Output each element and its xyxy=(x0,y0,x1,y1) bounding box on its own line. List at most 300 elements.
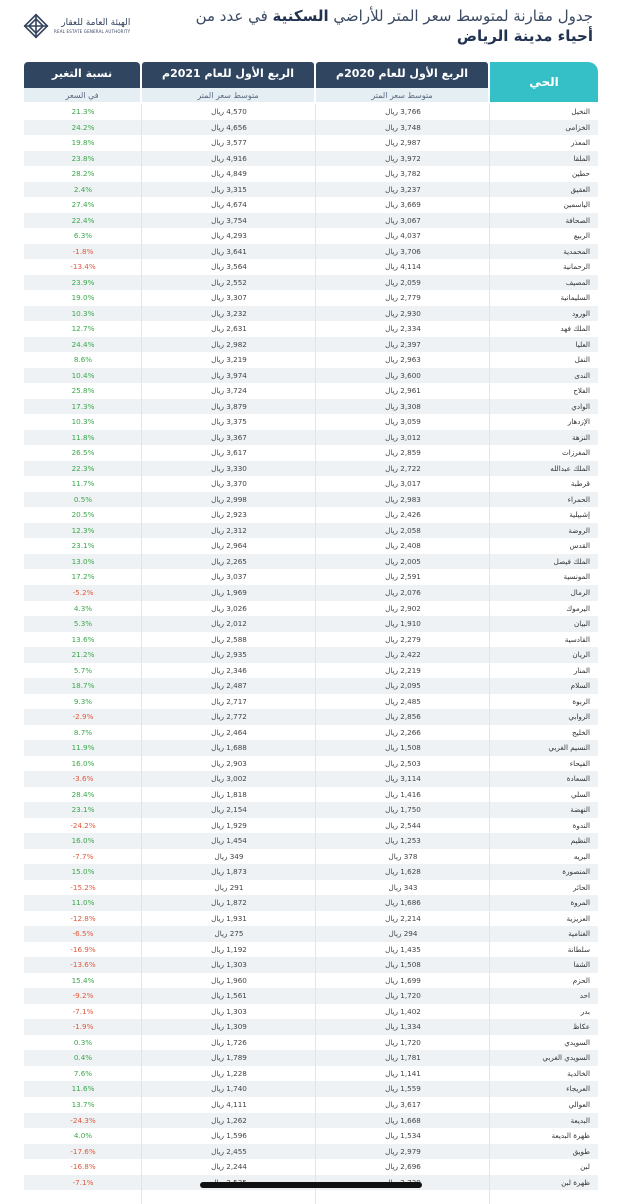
district-name-cell: الخزامى xyxy=(565,122,590,132)
price-2021-cell: 3,879 ريال xyxy=(211,401,247,411)
price-2021-cell: 4,916 ريال xyxy=(211,153,247,163)
district-name-cell: البريه xyxy=(573,851,590,861)
price-2021-cell: 3,330 ريال xyxy=(211,463,247,473)
price-2020-cell: 2,279 ريال xyxy=(385,634,421,644)
rate-cell: 25.8% xyxy=(71,386,95,396)
price-2020-cell: 2,930 ريال xyxy=(385,308,421,318)
price-2020-cell: 4,037 ريال xyxy=(385,231,421,241)
price-2020-cell: 1,781 ريال xyxy=(385,1053,421,1063)
table-row xyxy=(24,166,598,182)
table-row xyxy=(24,864,598,880)
district-name-cell: الصحافة xyxy=(565,215,590,225)
price-2020-cell: 4,114 ريال xyxy=(385,262,421,272)
table-row xyxy=(24,1159,598,1175)
price-2021-cell: 4,111 ريال xyxy=(211,1100,247,1109)
price-2020-cell: 1,559 ريال xyxy=(385,1084,421,1094)
price-2021-cell: 2,346 ريال xyxy=(211,665,247,675)
district-name-cell: حطين xyxy=(572,169,590,179)
district-name-cell: النزهة xyxy=(572,432,590,442)
price-2021-cell: 2,244 ريال xyxy=(211,1162,247,1172)
rate-cell: 7.6% xyxy=(73,1068,93,1078)
header-rate xyxy=(24,62,140,102)
price-2020-cell: 1,910 ريال xyxy=(385,619,421,629)
rate-cell: 11.0% xyxy=(71,898,95,908)
price-2020-cell: 2,059 ريال xyxy=(385,277,421,287)
district-name-cell: السلام xyxy=(570,681,590,691)
table-row xyxy=(24,818,598,834)
price-2020-cell: 1,699 ريال xyxy=(385,975,421,985)
price-2020-cell: 1,508 ريال xyxy=(385,960,421,970)
district-name-cell: المنصورة xyxy=(562,867,590,877)
table-row xyxy=(24,182,598,198)
district-name-cell: الرحمانية xyxy=(563,262,590,272)
rate-cell: 12.7% xyxy=(71,324,95,334)
header-rate-sub: في السعر xyxy=(24,88,140,102)
table-row xyxy=(24,569,598,585)
title-line-2: أحياء مدينة الرياض xyxy=(456,27,593,45)
district-name-cell: الملك عبدالله xyxy=(550,463,590,473)
column-divider xyxy=(489,104,490,1204)
table-row xyxy=(24,151,598,167)
price-2020-cell: 1,141 ريال xyxy=(385,1068,421,1078)
table-row xyxy=(24,771,598,787)
price-2021-cell: 2,312 ريال xyxy=(211,525,247,535)
price-2020-cell: 378 ريال xyxy=(388,851,418,861)
table-row xyxy=(24,1019,598,1035)
price-2020-cell: 294 ريال xyxy=(388,929,418,939)
price-2020-cell: 1,720 ريال xyxy=(385,1037,421,1047)
price-2020-cell: 1,253 ريال xyxy=(385,836,421,846)
price-2020-cell: 2,591 ريال xyxy=(385,572,421,582)
district-name-cell: النهضة xyxy=(570,805,590,815)
rate-cell: 23.8% xyxy=(71,153,95,163)
table-row xyxy=(24,926,598,942)
logo-text xyxy=(54,18,130,35)
title-bold: السكنية xyxy=(272,7,329,25)
table-row xyxy=(24,352,598,368)
price-2020-cell: 3,308 ريال xyxy=(385,401,421,411)
header-rate-label: نسبة التغير xyxy=(51,67,113,80)
district-name-cell: الإزدهار xyxy=(567,417,590,427)
rate-cell: 0.4% xyxy=(73,1053,93,1063)
price-2020-cell: 1,416 ريال xyxy=(385,789,421,799)
price-2021-cell: 291 ريال xyxy=(214,882,244,892)
table-row xyxy=(24,290,598,306)
table-row xyxy=(24,1066,598,1082)
price-2021-cell: 2,552 ريال xyxy=(211,277,247,287)
rate-cell: -16.9% xyxy=(70,944,96,954)
rate-cell: 22.3% xyxy=(71,463,95,473)
price-2021-cell: 1,454 ريال xyxy=(211,836,247,846)
rate-cell: 27.4% xyxy=(71,200,95,210)
rate-cell: 11.9% xyxy=(71,743,95,753)
header-district-label: الحي xyxy=(529,75,559,89)
district-name-cell: سلطانة xyxy=(567,944,590,954)
table-row xyxy=(24,337,598,353)
rate-cell: 13.6% xyxy=(71,634,95,644)
price-2020-cell: 3,067 ريال xyxy=(385,215,421,225)
price-2021-cell: 1,303 ريال xyxy=(211,1006,247,1016)
rate-cell: 11.6% xyxy=(71,1084,95,1094)
price-2020-cell: 1,534 ريال xyxy=(385,1131,421,1141)
price-2021-cell: 3,617 ريال xyxy=(211,448,247,458)
price-2020-cell: 2,722 ريال xyxy=(385,463,421,473)
price-2020-cell: 1,720 ريال xyxy=(385,991,421,1001)
rate-cell: 15.4% xyxy=(71,975,95,985)
district-name-cell: السعادة xyxy=(566,774,590,784)
table-row xyxy=(24,895,598,911)
table-row xyxy=(24,694,598,710)
table-row xyxy=(24,244,598,260)
district-name-cell: قرطبة xyxy=(570,479,590,489)
price-2021-cell: 3,375 ريال xyxy=(211,417,247,427)
logo-english: REAL ESTATE GENERAL AUTHORITY xyxy=(54,28,131,34)
district-name-cell: احد xyxy=(579,991,590,1001)
price-2021-cell: 3,315 ريال xyxy=(211,184,247,194)
price-2021-cell: 4,674 ريال xyxy=(211,200,247,210)
district-name-cell: الحزم xyxy=(572,975,590,985)
table-row xyxy=(24,554,598,570)
district-name-cell: بدر xyxy=(580,1006,590,1016)
rate-cell: 12.3% xyxy=(71,525,95,535)
price-2021-cell: 2,964 ريال xyxy=(211,541,247,551)
district-name-cell: المنار xyxy=(573,665,590,675)
table-row xyxy=(24,1081,598,1097)
price-2021-cell: 1,969 ريال xyxy=(211,587,247,597)
district-name-cell: الملك فيصل xyxy=(553,556,590,566)
rate-cell: 24.4% xyxy=(71,339,95,349)
price-2020-cell: 2,397 ريال xyxy=(385,339,421,349)
price-2020-cell: 2,485 ريال xyxy=(385,696,421,706)
price-2021-cell: 1,929 ريال xyxy=(211,820,247,830)
table-row xyxy=(24,445,598,461)
rate-cell: -24.2% xyxy=(70,820,96,830)
table-row xyxy=(24,880,598,896)
price-2021-cell: 2,012 ريال xyxy=(211,619,247,629)
price-2020-cell: 343 ريال xyxy=(388,882,418,892)
price-2020-cell: 2,961 ريال xyxy=(385,386,421,396)
price-2020-cell: 2,902 ريال xyxy=(385,603,421,613)
price-2021-cell: 1,931 ريال xyxy=(211,913,247,923)
table-row xyxy=(24,213,598,229)
district-name-cell: عكاظ xyxy=(572,1022,590,1032)
table-row xyxy=(24,942,598,958)
price-2020-cell: 2,266 ريال xyxy=(385,727,421,737)
price-2021-cell: 2,588 ريال xyxy=(211,634,247,644)
district-name-cell: السليمانية xyxy=(560,293,590,303)
price-2020-cell: 2,987 ريال xyxy=(385,138,421,148)
price-2020-cell: 2,696 ريال xyxy=(385,1162,421,1172)
table-row xyxy=(24,104,598,120)
header-q1-2020 xyxy=(316,62,488,102)
table-row xyxy=(24,787,598,803)
district-name-cell: المغرزات xyxy=(561,448,590,458)
rate-cell: 11.8% xyxy=(71,432,95,442)
price-2021-cell: 3,754 ريال xyxy=(211,215,247,225)
table-row xyxy=(24,988,598,1004)
table-row xyxy=(24,1113,598,1129)
header-q1-2020-sub: متوسط سعر المتر xyxy=(316,88,488,102)
district-name-cell: الوادي xyxy=(571,401,590,411)
price-2021-cell: 1,818 ريال xyxy=(211,789,247,799)
table-row xyxy=(24,585,598,601)
price-2021-cell: 2,923 ريال xyxy=(211,510,247,520)
rate-cell: -16.8% xyxy=(70,1162,96,1172)
price-2020-cell: 2,408 ريال xyxy=(385,541,421,551)
table-row xyxy=(24,1128,598,1144)
price-2020-cell: 3,237 ريال xyxy=(385,184,421,194)
rate-cell: 15.0% xyxy=(71,867,95,877)
price-2021-cell: 3,002 ريال xyxy=(211,774,247,784)
rate-cell: 0.3% xyxy=(73,1037,93,1047)
table-row xyxy=(24,306,598,322)
price-2020-cell: 2,214 ريال xyxy=(385,913,421,923)
title-prefix: جدول مقارنة لمتوسط سعر المتر للأراضي xyxy=(333,7,593,25)
rate-cell: -15.2% xyxy=(70,882,96,892)
title-suffix: في عدد من xyxy=(195,7,268,25)
district-name-cell: الحائر xyxy=(573,882,590,892)
table-row xyxy=(24,399,598,415)
district-name-cell: الربيع xyxy=(573,231,590,241)
price-2020-cell: 3,114 ريال xyxy=(385,774,421,784)
rate-cell: 9.3% xyxy=(73,696,93,706)
rate-cell: 16.0% xyxy=(71,836,95,846)
district-name-cell: الروضة xyxy=(568,525,590,535)
price-2021-cell: 4,570 ريال xyxy=(211,107,247,116)
rate-cell: 19.8% xyxy=(71,138,95,148)
district-name-cell: إشبيلية xyxy=(569,510,590,520)
district-name-cell: المصيف xyxy=(565,277,590,287)
rate-cell: 8.6% xyxy=(73,355,93,365)
rate-cell: 11.7% xyxy=(71,479,95,489)
price-2020-cell: 1,628 ريال xyxy=(385,867,421,877)
price-2020-cell: 2,779 ريال xyxy=(385,293,421,303)
district-name-cell: الفيحاء xyxy=(569,758,590,768)
district-name-cell: الغنامية xyxy=(568,929,590,939)
table-row xyxy=(24,275,598,291)
rate-cell: -1.9% xyxy=(72,1022,94,1032)
table-row xyxy=(24,957,598,973)
district-name-cell: العليا xyxy=(575,339,590,349)
rate-cell: 26.5% xyxy=(71,448,95,458)
price-2021-cell: 1,192 ريال xyxy=(211,944,247,954)
price-2021-cell: 1,309 ريال xyxy=(211,1022,247,1032)
district-name-cell: الحمراء xyxy=(567,494,590,504)
title-line-1 xyxy=(140,6,593,26)
price-2021-cell: 1,873 ريال xyxy=(211,867,247,877)
district-name-cell: العزيزية xyxy=(566,913,590,923)
table-row xyxy=(24,1144,598,1160)
table-row xyxy=(24,647,598,663)
price-2020-cell: 3,706 ريال xyxy=(385,246,421,256)
district-name-cell: الربوة xyxy=(572,696,590,706)
rate-cell: 23.1% xyxy=(71,805,95,815)
price-2020-cell: 1,435 ريال xyxy=(385,944,421,954)
district-name-cell: الفلاح xyxy=(573,386,590,396)
rate-cell: 5.7% xyxy=(73,665,93,675)
price-2021-cell: 2,998 ريال xyxy=(211,494,247,504)
rate-cell: 2.4% xyxy=(73,184,93,194)
home-indicator[interactable] xyxy=(200,1182,422,1188)
price-2021-cell: 2,154 ريال xyxy=(211,805,247,815)
price-2021-cell: 3,724 ريال xyxy=(211,386,247,396)
logo-arabic: الهيئة العامة للعقار xyxy=(61,17,131,28)
rate-cell: 20.5% xyxy=(71,510,95,520)
rate-cell: -5.2% xyxy=(72,587,94,597)
price-2021-cell: 1,596 ريال xyxy=(211,1131,247,1141)
comparison-table xyxy=(24,62,598,1202)
price-2021-cell: 1,789 ريال xyxy=(211,1053,247,1063)
rate-cell: -13.4% xyxy=(70,262,96,272)
rate-cell: 4.0% xyxy=(73,1131,93,1141)
rate-cell: -2.9% xyxy=(72,712,94,722)
table-row xyxy=(24,538,598,554)
price-2021-cell: 1,872 ريال xyxy=(211,898,247,908)
district-name-cell: الريان xyxy=(572,650,590,660)
header-q1-2021-label: الربع الأول للعام 2021م xyxy=(162,67,294,80)
price-2020-cell: 2,979 ريال xyxy=(385,1146,421,1156)
rate-cell: 13.0% xyxy=(71,556,95,566)
district-name-cell: البديعة xyxy=(570,1115,590,1125)
rate-cell: -12.8% xyxy=(70,913,96,923)
price-2020-cell: 2,076 ريال xyxy=(385,587,421,597)
price-2021-cell: 1,688 ريال xyxy=(211,743,247,753)
price-2020-cell: 1,750 ريال xyxy=(385,805,421,815)
price-2021-cell: 3,219 ريال xyxy=(211,355,247,365)
table-row xyxy=(24,430,598,446)
rate-cell: 22.4% xyxy=(71,215,95,225)
price-2021-cell: 2,487 ريال xyxy=(211,681,247,691)
price-2021-cell: 4,849 ريال xyxy=(211,169,247,179)
district-name-cell: العوالي xyxy=(568,1100,590,1109)
header-district xyxy=(490,62,598,102)
price-2021-cell: 2,903 ريال xyxy=(211,758,247,768)
price-2021-cell: 2,265 ريال xyxy=(211,556,247,566)
table-row xyxy=(24,120,598,136)
rate-cell: 4.3% xyxy=(73,603,93,613)
rate-cell: 17.2% xyxy=(71,572,95,582)
price-2020-cell: 3,669 ريال xyxy=(385,200,421,210)
price-2020-cell: 3,766 ريال xyxy=(385,107,421,116)
price-2021-cell: 1,740 ريال xyxy=(211,1084,247,1094)
price-2020-cell: 1,402 ريال xyxy=(385,1006,421,1016)
district-name-cell: طويق xyxy=(572,1146,590,1156)
rate-cell: 18.7% xyxy=(71,681,95,691)
price-2020-cell: 2,005 ريال xyxy=(385,556,421,566)
table-row xyxy=(24,632,598,648)
rate-cell: -7.7% xyxy=(72,851,94,861)
rate-cell: -17.6% xyxy=(70,1146,96,1156)
rate-cell: 0.5% xyxy=(73,494,93,504)
price-2020-cell: 3,617 ريال xyxy=(385,1100,421,1109)
logo xyxy=(22,8,132,44)
table-row xyxy=(24,135,598,151)
rate-cell: 6.3% xyxy=(73,231,93,241)
price-2021-cell: 2,455 ريال xyxy=(211,1146,247,1156)
price-2020-cell: 2,334 ريال xyxy=(385,324,421,334)
district-name-cell: الخليج xyxy=(571,727,590,737)
rate-cell: 23.1% xyxy=(71,541,95,551)
table-row xyxy=(24,709,598,725)
table-row xyxy=(24,663,598,679)
rate-cell: 28.2% xyxy=(71,169,95,179)
district-name-cell: النسيم الغربي xyxy=(548,743,590,753)
district-name-cell: السلي xyxy=(571,789,590,799)
rate-cell: 10.3% xyxy=(71,308,95,318)
price-2021-cell: 3,037 ريال xyxy=(211,572,247,582)
rate-cell: -1.8% xyxy=(72,246,94,256)
district-name-cell: النظيم xyxy=(570,836,590,846)
district-name-cell: الملك فهد xyxy=(560,324,590,334)
table-row xyxy=(24,740,598,756)
price-2021-cell: 3,026 ريال xyxy=(211,603,247,613)
table-row xyxy=(24,1004,598,1020)
price-2020-cell: 2,859 ريال xyxy=(385,448,421,458)
rate-cell: 8.7% xyxy=(73,727,93,737)
rate-cell: -3.6% xyxy=(72,774,94,784)
price-2021-cell: 3,641 ريال xyxy=(211,246,247,256)
district-name-cell: النفل xyxy=(574,355,590,365)
table-row xyxy=(24,725,598,741)
table-row xyxy=(24,476,598,492)
price-2021-cell: 1,262 ريال xyxy=(211,1115,247,1125)
price-2020-cell: 2,219 ريال xyxy=(385,665,421,675)
authority-logo-icon xyxy=(22,12,50,40)
price-2020-cell: 2,503 ريال xyxy=(385,758,421,768)
district-name-cell: النخيل xyxy=(571,107,590,116)
price-2021-cell: 349 ريال xyxy=(214,851,244,861)
district-name-cell: البيان xyxy=(574,619,590,629)
price-2020-cell: 2,095 ريال xyxy=(385,681,421,691)
table-row xyxy=(24,678,598,694)
rate-cell: 21.2% xyxy=(71,650,95,660)
price-2020-cell: 3,017 ريال xyxy=(385,479,421,489)
rate-cell: 28.4% xyxy=(71,789,95,799)
district-name-cell: اليرموك xyxy=(566,603,590,613)
price-2021-cell: 1,303 ريال xyxy=(211,960,247,970)
district-name-cell: المحمدية xyxy=(563,246,590,256)
table-row xyxy=(24,197,598,213)
price-2020-cell: 2,963 ريال xyxy=(385,355,421,365)
rate-cell: -7.1% xyxy=(72,1006,94,1016)
price-2021-cell: 3,367 ريال xyxy=(211,432,247,442)
rate-cell: 19.0% xyxy=(71,293,95,303)
price-2020-cell: 2,058 ريال xyxy=(385,525,421,535)
header-q1-2021 xyxy=(142,62,314,102)
table-row xyxy=(24,523,598,539)
price-2021-cell: 3,232 ريال xyxy=(211,308,247,318)
rate-cell: 21.3% xyxy=(71,107,95,116)
price-2021-cell: 4,293 ريال xyxy=(211,231,247,241)
district-name-cell: الخالدية xyxy=(567,1068,590,1078)
table-row xyxy=(24,383,598,399)
price-2021-cell: 2,464 ريال xyxy=(211,727,247,737)
table-row xyxy=(24,849,598,865)
district-name-cell: الياسمين xyxy=(563,200,590,210)
price-2021-cell: 1,561 ريال xyxy=(211,991,247,1001)
price-2021-cell: 2,935 ريال xyxy=(211,650,247,660)
price-2020-cell: 3,782 ريال xyxy=(385,169,421,179)
rate-cell: -24.3% xyxy=(70,1115,96,1125)
column-divider xyxy=(315,104,316,1204)
price-2020-cell: 2,544 ريال xyxy=(385,820,421,830)
table-row xyxy=(24,973,598,989)
district-name-cell: الندوة xyxy=(572,820,590,830)
rate-cell: 5.3% xyxy=(73,619,93,629)
table-row xyxy=(24,911,598,927)
price-2020-cell: 1,668 ريال xyxy=(385,1115,421,1125)
table-row xyxy=(24,756,598,772)
